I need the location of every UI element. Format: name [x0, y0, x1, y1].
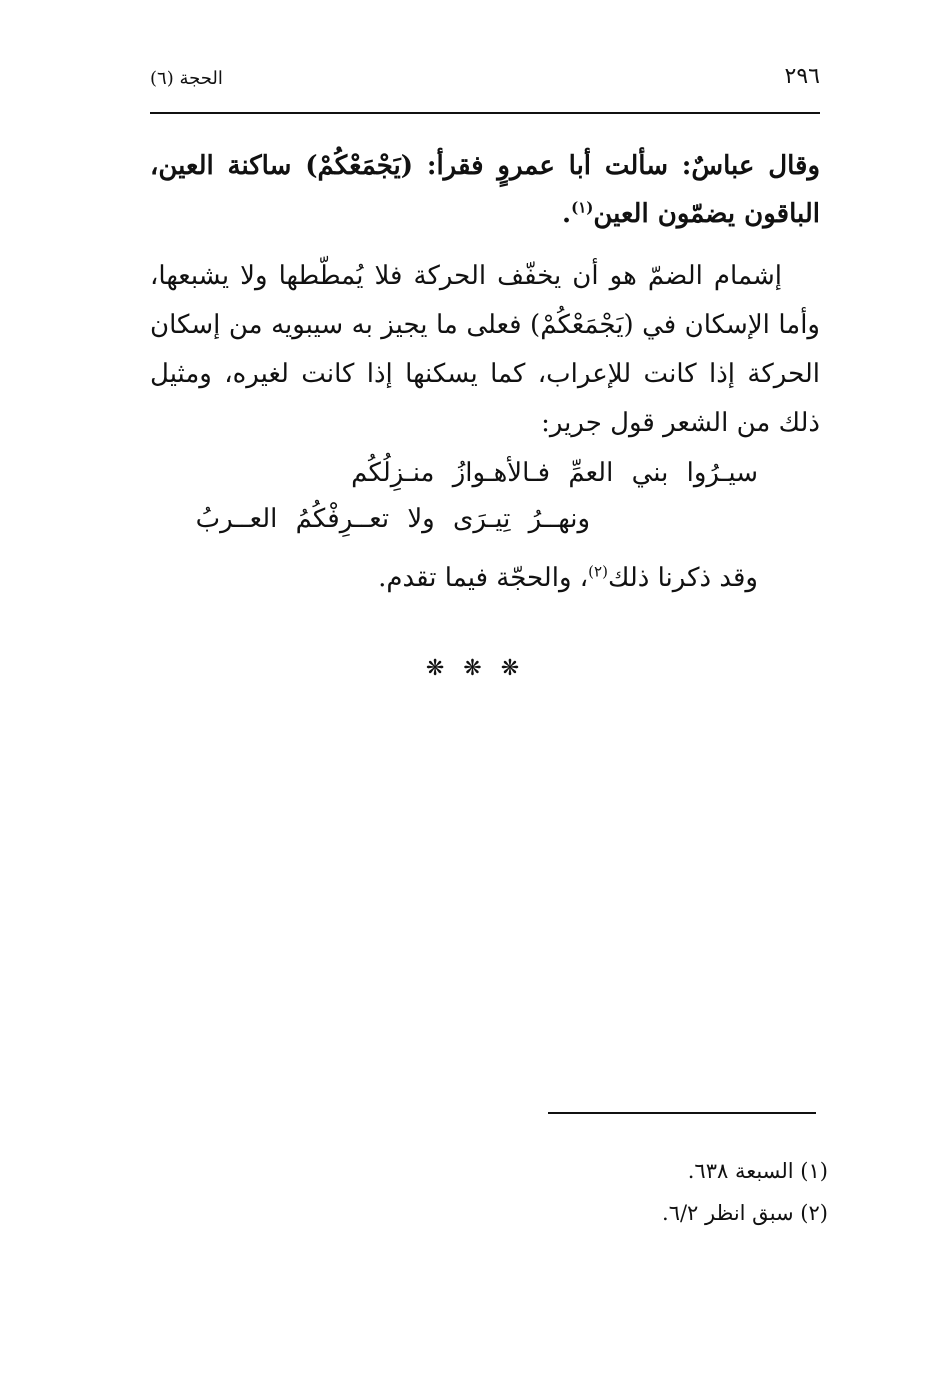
poem-verse	[150, 450, 820, 552]
page-header	[150, 58, 820, 100]
paragraph-closing	[150, 552, 820, 604]
footnotes	[400, 1150, 828, 1234]
footnote-divider	[548, 1112, 816, 1114]
header-divider	[150, 112, 820, 114]
paragraph-closing-text: وقد ذكرنا ذلك	[607, 563, 758, 593]
footnote-ref-2: (٢)	[588, 562, 608, 581]
paragraph-ishmam: إشمام الضمّ هو أن يخفّف الحركة فلا يُمطّطها ولا يشبعها، وأما الإسكان في (يَجْمَعْكُمْ) فعلى ما يجيز به سيبويه من إسكان الحركة إذا كانت للإعراب، كما يسكنها إذا كانت لغيره، ومثيل ذلك من الشعر قول جرير:	[150, 261, 820, 438]
page-number: ٢٩٦	[784, 64, 820, 89]
verse-second-hemistich: ونهــرُ تِيـرَى ولا تعــرِفْكُمُ العــربُ	[195, 504, 590, 534]
footnote-2: (٢) سبق انظر ٦/٢.	[662, 1201, 828, 1225]
paragraph-abbas-end: .	[562, 199, 572, 229]
verse-first-hemistich: سيـرُوا بني العمِّ فـالأهـوازُ منـزِلُكُم	[351, 458, 758, 488]
main-text	[150, 142, 820, 604]
running-title: الحجة (٦)	[150, 68, 223, 89]
paragraph-abbas-text: وقال عباسٌ: سألت أبا عمروٍ فقرأ: (يَجْمَعْكُمْ) ساكنة العين، الباقون يضمّون العين	[150, 151, 820, 229]
footnote-ref-1: (١)	[571, 198, 594, 217]
footnote-1: (١) السبعة ٦٣٨.	[687, 1159, 828, 1183]
paragraph-abbas	[150, 142, 820, 238]
section-separator: ❋ ❋ ❋	[425, 656, 526, 681]
paragraph-closing-end: ، والحجّة فيما تقدم.	[378, 563, 589, 593]
